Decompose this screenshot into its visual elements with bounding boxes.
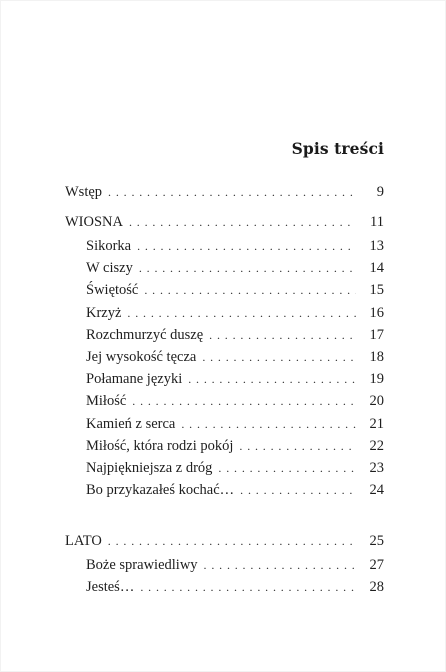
toc-entry-label: Połamane języki bbox=[86, 371, 183, 387]
toc-title: Spis treści bbox=[291, 139, 384, 158]
toc-entry-page: 28 bbox=[369, 579, 384, 595]
dot-leader bbox=[144, 280, 356, 300]
toc-entry-label: Boże sprawiedliwy bbox=[86, 557, 198, 573]
toc-entry bbox=[86, 325, 384, 345]
dot-leader bbox=[140, 577, 356, 597]
dot-leader bbox=[129, 212, 356, 232]
toc-entry-page: 19 bbox=[369, 371, 384, 387]
dot-leader bbox=[209, 325, 356, 345]
toc-entry bbox=[86, 369, 384, 389]
dot-leader bbox=[108, 182, 356, 202]
dot-leader bbox=[188, 369, 356, 389]
toc-entry-label: Miłość, która rodzi pokój bbox=[86, 438, 234, 454]
toc-entry bbox=[86, 303, 384, 323]
toc-entry-page: 9 bbox=[376, 184, 384, 200]
toc-entry-page: 21 bbox=[369, 416, 384, 432]
toc-entry-label: Kamień z serca bbox=[86, 416, 176, 432]
toc-entry-page: 18 bbox=[369, 349, 384, 365]
toc-entry bbox=[86, 391, 384, 411]
toc-entry bbox=[86, 458, 384, 478]
toc-entry-label: Bo przykazałeś kochać… bbox=[86, 482, 235, 498]
toc-entry bbox=[86, 414, 384, 434]
dot-leader bbox=[202, 347, 356, 367]
toc-entry bbox=[86, 436, 384, 456]
toc-entry-page: 25 bbox=[369, 533, 384, 549]
dot-leader bbox=[239, 436, 356, 456]
dot-leader bbox=[218, 458, 356, 478]
toc-entry-label: Najpiękniejsza z dróg bbox=[86, 460, 213, 476]
toc-entry-page: 22 bbox=[369, 438, 384, 454]
toc-entry-page: 14 bbox=[369, 260, 384, 276]
toc-entry-page: 11 bbox=[370, 214, 384, 230]
toc-entry bbox=[65, 212, 384, 232]
toc-entry-label: Miłość bbox=[86, 393, 127, 409]
dot-leader bbox=[132, 391, 356, 411]
toc-entry-label: Jej wysokość tęcza bbox=[86, 349, 197, 365]
toc-entry-page: 17 bbox=[369, 327, 384, 343]
toc-entry-page: 23 bbox=[369, 460, 384, 476]
dot-leader bbox=[240, 480, 356, 500]
toc-entry-page: 16 bbox=[369, 305, 384, 321]
toc-entry-label: Wstęp bbox=[65, 184, 103, 200]
toc-entry bbox=[86, 236, 384, 256]
dot-leader bbox=[127, 303, 356, 323]
dot-leader bbox=[108, 531, 356, 551]
toc-entry bbox=[86, 280, 384, 300]
dot-leader bbox=[181, 414, 356, 434]
toc-entry bbox=[65, 531, 384, 551]
toc-entry bbox=[86, 555, 384, 575]
toc-entry-label: Świętość bbox=[86, 282, 139, 298]
toc-entry-label: Sikorka bbox=[86, 238, 132, 254]
toc-entry-label: W ciszy bbox=[86, 260, 133, 276]
toc-entry bbox=[65, 182, 384, 202]
toc-entry bbox=[86, 258, 384, 278]
toc-entry-page: 24 bbox=[369, 482, 384, 498]
toc-entry-label: Krzyż bbox=[86, 305, 122, 321]
toc-entry-label: LATO bbox=[65, 533, 102, 549]
dot-leader bbox=[139, 258, 356, 278]
toc-entry-page: 15 bbox=[369, 282, 384, 298]
toc-entry-page: 27 bbox=[369, 557, 384, 573]
toc-entry-page: 13 bbox=[369, 238, 384, 254]
toc-entry-label: Rozchmurzyć duszę bbox=[86, 327, 204, 343]
dot-leader bbox=[204, 555, 356, 575]
toc-entry-page: 20 bbox=[369, 393, 384, 409]
toc-entry bbox=[86, 480, 384, 500]
toc-entry bbox=[86, 577, 384, 597]
dot-leader bbox=[137, 236, 356, 256]
toc-entry-label: Jesteś… bbox=[86, 579, 135, 595]
toc-entry bbox=[86, 347, 384, 367]
toc-entry-label: WIOSNA bbox=[65, 214, 123, 230]
